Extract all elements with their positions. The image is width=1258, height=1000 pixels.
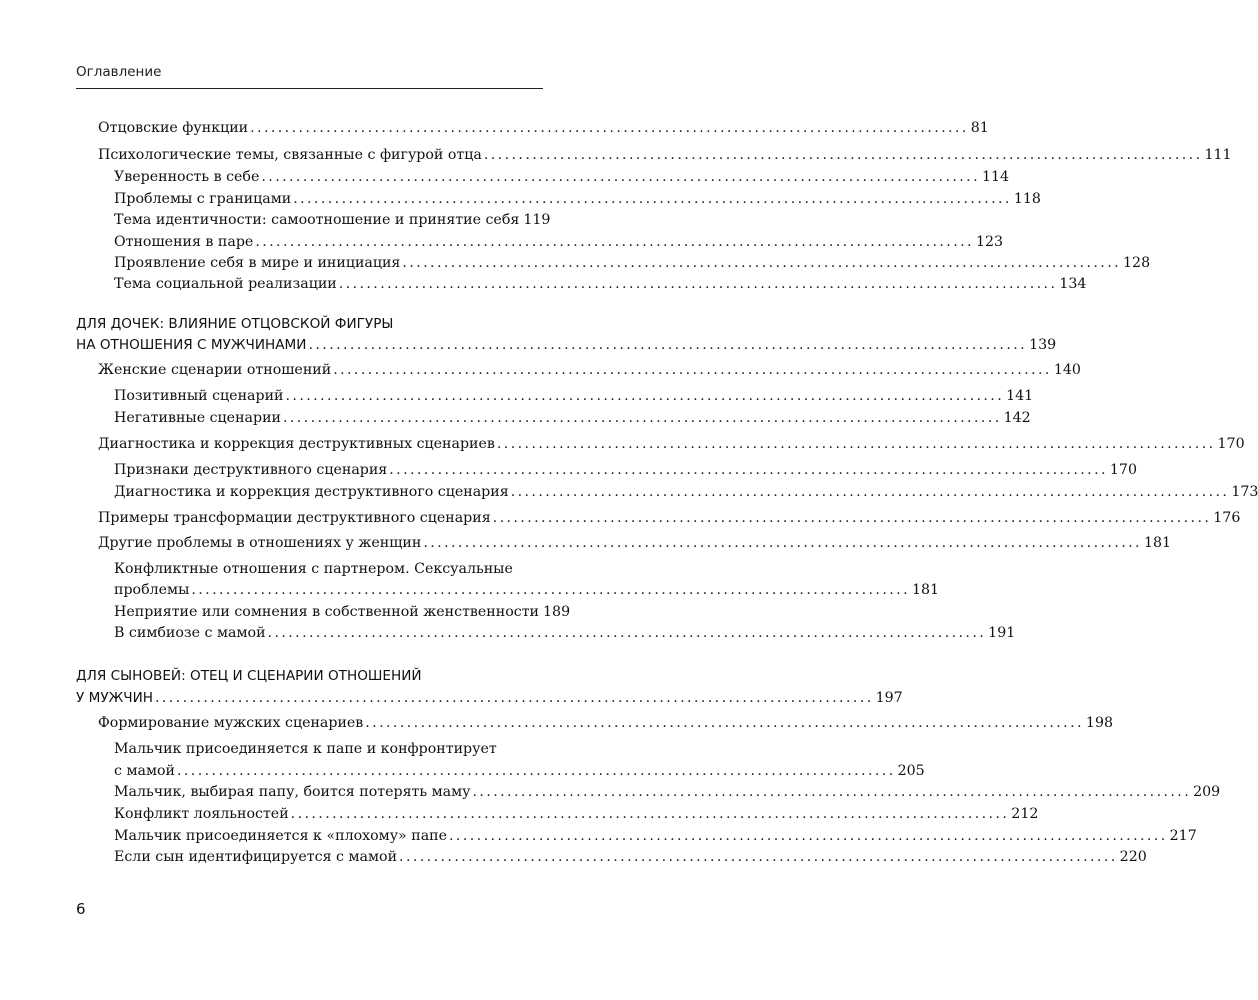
toc-leader-dots: ........................................................................................................	[338, 276, 1058, 292]
toc-entry-label: Проявление себя в мире и инициация	[114, 255, 401, 271]
toc-entry[interactable]	[98, 713, 1114, 733]
toc-section-entry[interactable]	[76, 688, 903, 708]
toc-leader-dots: ........................................................................................................	[483, 147, 1203, 163]
toc-entry[interactable]	[114, 804, 1039, 824]
toc-section-entry[interactable]	[76, 335, 1057, 355]
toc-leader-dots: ........................................................................................................	[154, 690, 874, 706]
toc-leader-dots: ........................................................................................................	[399, 849, 1118, 865]
toc-leader-dots: ........................................................................................................	[250, 120, 969, 136]
toc-entry-label: Тема идентичности: самоотношение и принятие себя	[114, 212, 520, 228]
toc-entry[interactable]	[114, 232, 1004, 252]
toc-entry-page: 189	[543, 604, 571, 620]
toc-leader-dots: ........................................................................................................	[255, 234, 974, 250]
toc-leader-dots: ........................................................................................................	[492, 510, 1212, 526]
page-number: 6	[76, 900, 86, 918]
toc-leader-dots: ........................................................................................................	[510, 484, 1230, 500]
toc-entry-label: Тема социальной реализации	[114, 276, 337, 292]
toc-entry[interactable]	[114, 460, 1137, 480]
toc-entry[interactable]	[98, 434, 1245, 454]
toc-entry[interactable]	[114, 386, 1034, 406]
toc-entry[interactable]	[114, 253, 1151, 273]
toc-entry-page: 128	[1123, 255, 1151, 271]
toc-entry-page: 212	[1011, 806, 1039, 822]
toc-entry[interactable]	[114, 847, 1147, 867]
toc-entry[interactable]	[98, 145, 1232, 165]
toc-entry-page: 81	[970, 120, 989, 136]
toc-entry-page: 170	[1217, 436, 1245, 452]
toc-entry-page: 119	[523, 212, 551, 228]
toc-entry-page: 139	[1029, 337, 1057, 353]
toc-section-title-line1[interactable]: ДЛЯ СЫНОВЕЙ: ОТЕЦ И СЦЕНАРИИ ОТНОШЕНИЙ	[76, 668, 422, 684]
toc-leader-dots: ........................................................................................................	[282, 410, 1002, 426]
toc-entry-label: Уверенность в себе	[114, 169, 260, 185]
toc-entry-label: У МУЖЧИН	[76, 690, 153, 706]
toc-entry-label: Примеры трансформации деструктивного сценария	[98, 510, 491, 526]
toc-entry-label: Конфликт лояльностей	[114, 806, 289, 822]
toc-entry[interactable]	[114, 408, 1031, 428]
toc-leader-dots: ........................................................................................................	[267, 625, 987, 641]
toc-entry-label: Если сын идентифицируется с мамой	[114, 849, 398, 865]
toc-entry[interactable]	[114, 602, 571, 622]
toc-entry-page: 111	[1204, 147, 1232, 163]
toc-entry-page: 140	[1053, 362, 1081, 378]
toc-entry[interactable]	[114, 482, 1258, 502]
toc-entry[interactable]	[98, 118, 989, 138]
toc-entry-page: 198	[1085, 715, 1114, 731]
toc-entry-page: 170	[1109, 462, 1137, 478]
toc-leader-dots: ........................................................................................................	[333, 362, 1052, 378]
toc-entry-page: 141	[1006, 388, 1034, 404]
toc-entry-page: 123	[975, 234, 1004, 250]
toc-entry[interactable]	[98, 533, 1172, 553]
toc-entry-label: Отношения в паре	[114, 234, 254, 250]
toc-entry-label: Позитивный сценарий	[114, 388, 284, 404]
toc-entry-page: 197	[875, 690, 903, 706]
toc-entry[interactable]	[114, 826, 1197, 846]
toc-entry-page: 176	[1213, 510, 1241, 526]
toc-entry-page: 173	[1231, 484, 1258, 500]
toc-entry-label: Признаки деструктивного сценария	[114, 462, 388, 478]
toc-entry-page: 220	[1119, 849, 1147, 865]
toc-entry-label: Другие проблемы в отношениях у женщин	[98, 535, 422, 551]
toc-entry[interactable]	[114, 210, 551, 230]
toc-entry-label: Мальчик, выбирая папу, боится потерять маму	[114, 784, 471, 800]
toc-leader-dots: ........................................................................................................	[389, 462, 1108, 478]
toc-entry-page: 209	[1193, 784, 1221, 800]
toc-entry-label: Неприятие или сомнения в собственной женственности	[114, 604, 540, 620]
toc-entry-label: Мальчик присоединяется к «плохому» папе	[114, 828, 448, 844]
toc-entry-label-line1[interactable]: Конфликтные отношения с партнером. Сексуальные	[114, 561, 513, 577]
toc-entry-label: с мамой	[114, 763, 175, 779]
toc-entry[interactable]	[98, 360, 1081, 380]
toc-leader-dots: ........................................................................................................	[285, 388, 1005, 404]
toc-entry[interactable]	[114, 189, 1041, 209]
toc-entry-label: Отцовские функции	[98, 120, 249, 136]
toc-entry[interactable]	[114, 580, 940, 600]
toc-entry-label-line1[interactable]: Мальчик присоединяется к папе и конфронтирует	[114, 741, 497, 757]
toc-leader-dots: ........................................................................................................	[290, 806, 1010, 822]
toc-entry-label: НА ОТНОШЕНИЯ С МУЖЧИНАМИ	[76, 337, 307, 353]
toc-entry-label: проблемы	[114, 582, 190, 598]
toc-leader-dots: ........................................................................................................	[496, 436, 1216, 452]
toc-entry[interactable]	[114, 623, 1016, 643]
toc-leader-dots: ........................................................................................................	[261, 169, 980, 185]
toc-entry-page: 114	[982, 169, 1010, 185]
toc-entry-label: Формирование мужских сценариев	[98, 715, 364, 731]
toc-entry[interactable]	[114, 274, 1087, 294]
toc-entry[interactable]	[98, 508, 1241, 528]
toc-leader-dots: ........................................................................................................	[308, 337, 1028, 353]
toc-leader-dots: ........................................................................................................	[449, 828, 1168, 844]
running-header: Оглавление	[76, 64, 162, 80]
toc-entry[interactable]	[114, 167, 1010, 187]
toc-entry-label: Проблемы с границами	[114, 191, 292, 207]
toc-leader-dots: ........................................................................................................	[293, 191, 1012, 207]
toc-entry-label: Негативные сценарии	[114, 410, 281, 426]
header-rule	[76, 88, 543, 89]
toc-entry-page: 191	[988, 625, 1016, 641]
toc-leader-dots: ........................................................................................................	[176, 763, 896, 779]
toc-entry[interactable]	[114, 761, 925, 781]
toc-entry-label: Психологические темы, связанные с фигурой отца	[98, 147, 482, 163]
toc-entry-label: Диагностика и коррекция деструктивного сценария	[114, 484, 509, 500]
toc-entry-page: 181	[911, 582, 940, 598]
toc-entry[interactable]	[114, 782, 1221, 802]
toc-entry-page: 142	[1003, 410, 1031, 426]
toc-entry-page: 118	[1013, 191, 1041, 207]
toc-entry-label: В симбиозе с мамой	[114, 625, 266, 641]
toc-entry-label: Женские сценарии отношений	[98, 362, 332, 378]
toc-leader-dots: ........................................................................................................	[423, 535, 1142, 551]
toc-entry-page: 205	[897, 763, 925, 779]
toc-leader-dots: ........................................................................................................	[191, 582, 910, 598]
toc-entry-page: 134	[1059, 276, 1087, 292]
toc-entry-label: Диагностика и коррекция деструктивных сценариев	[98, 436, 495, 452]
toc-entry-page: 181	[1143, 535, 1172, 551]
toc-leader-dots: ........................................................................................................	[402, 255, 1122, 271]
toc-leader-dots: ........................................................................................................	[472, 784, 1192, 800]
toc-section-title-line1[interactable]: ДЛЯ ДОЧЕК: ВЛИЯНИЕ ОТЦОВСКОЙ ФИГУРЫ	[76, 316, 394, 332]
toc-entry-page: 217	[1169, 828, 1197, 844]
toc-leader-dots: ........................................................................................................	[365, 715, 1084, 731]
